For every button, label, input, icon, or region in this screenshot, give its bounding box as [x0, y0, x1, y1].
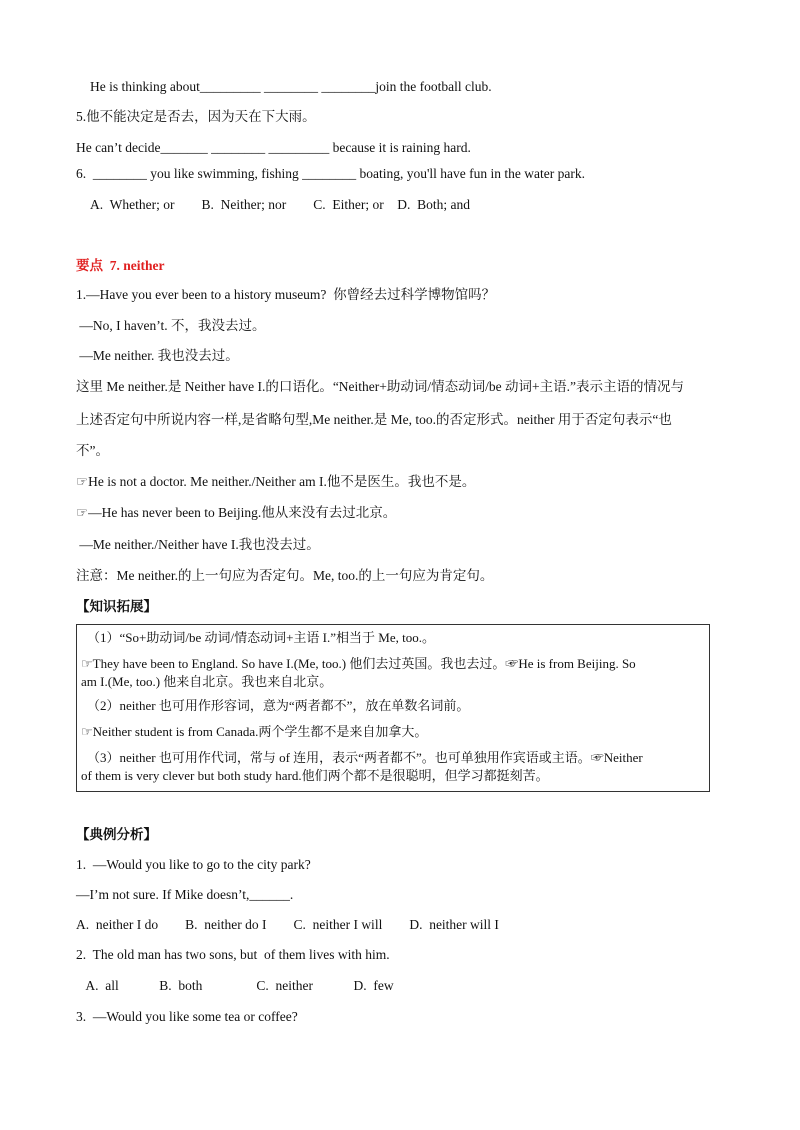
paragraph-line: ☞—He has never been to Beijing.他从来没有去过北京。: [76, 505, 397, 520]
knowledge-box: [76, 624, 710, 792]
exercise-line: He is thinking about_________ ________ ________join the football club.: [90, 79, 492, 94]
paragraph-line: 不”。: [76, 443, 109, 458]
paragraph-line: 这里 Me neither.是 Neither have I.的口语化。“Neither+助动词/情态动词/be 动词+主语.”表示主语的情况与: [76, 379, 685, 394]
exercise-line: 5.他不能决定是否去，因为天在下大雨。: [76, 109, 316, 124]
paragraph-line: —No, I haven’t. 不，我没去过。: [76, 318, 266, 333]
example-line: —I’m not sure. If Mike doesn’t,______.: [76, 887, 294, 902]
box-line: of them is very clever but both study hard.他们两个都不是很聪明，但学习都挺刻苦。: [81, 768, 549, 783]
paragraph-line: ☞He is not a doctor. Me neither./Neither am I.他不是医生。我也不是。: [76, 474, 476, 489]
exercise-options: A. Whether; or B. Neither; nor C. Either; or D. Both; and: [90, 197, 470, 212]
box-line: ☞They have been to England. So have I.(Me, too.) 他们去过英国。我也去过。☞He is from Beijing. So: [81, 656, 636, 671]
exercise-line: He can’t decide_______ ________ _________ because it is raining hard.: [76, 140, 471, 155]
expansion-heading: 【知识拓展】: [76, 599, 157, 614]
box-line: （2）neither 也可用作形容词，意为“两者都不”，放在单数名词前。: [87, 698, 470, 713]
example-options: A. all B. both C. neither D. few: [76, 978, 394, 993]
example-line: 1. —Would you like to go to the city park?: [76, 857, 311, 872]
exercise-line: 6. ________ you like swimming, fishing ________ boating, you'll have fun in the water park.: [76, 166, 585, 181]
paragraph-line: 1.—Have you ever been to a history museum? 你曾经去过科学博物馆吗？: [76, 287, 496, 302]
paragraph-line: 上述否定句中所说内容一样,是省略句型,Me neither.是 Me, too.的否定形式。neither 用于否定句表示“也: [76, 412, 672, 427]
examples-heading: 【典例分析】: [76, 827, 157, 842]
paragraph-line: —Me neither./Neither have I.我也没去过。: [76, 537, 320, 552]
paragraph-line: —Me neither. 我也没去过。: [76, 348, 239, 363]
box-line: （3）neither 也可用作代词，常与 of 连用，表示“两者都不”。也可单独用作宾语或主语。☞Neither: [87, 750, 643, 765]
box-line: ☞Neither student is from Canada.两个学生都不是来自加拿大。: [81, 724, 428, 739]
box-line: am I.(Me, too.) 他来自北京。我也来自北京。: [81, 674, 333, 689]
box-line: （1）“So+助动词/be 动词/情态动词+主语 I.”相当于 Me, too.。: [87, 630, 435, 645]
example-line: 2. The old man has two sons, but of them lives with him.: [76, 947, 390, 962]
section-heading: 要点 7. neither: [76, 258, 165, 273]
paragraph-line: 注意：Me neither.的上一句应为否定句。Me, too.的上一句应为肯定句。: [76, 568, 494, 583]
example-line: 3. —Would you like some tea or coffee?: [76, 1009, 298, 1024]
example-options: A. neither I do B. neither do I C. neither I will D. neither will I: [76, 917, 499, 932]
